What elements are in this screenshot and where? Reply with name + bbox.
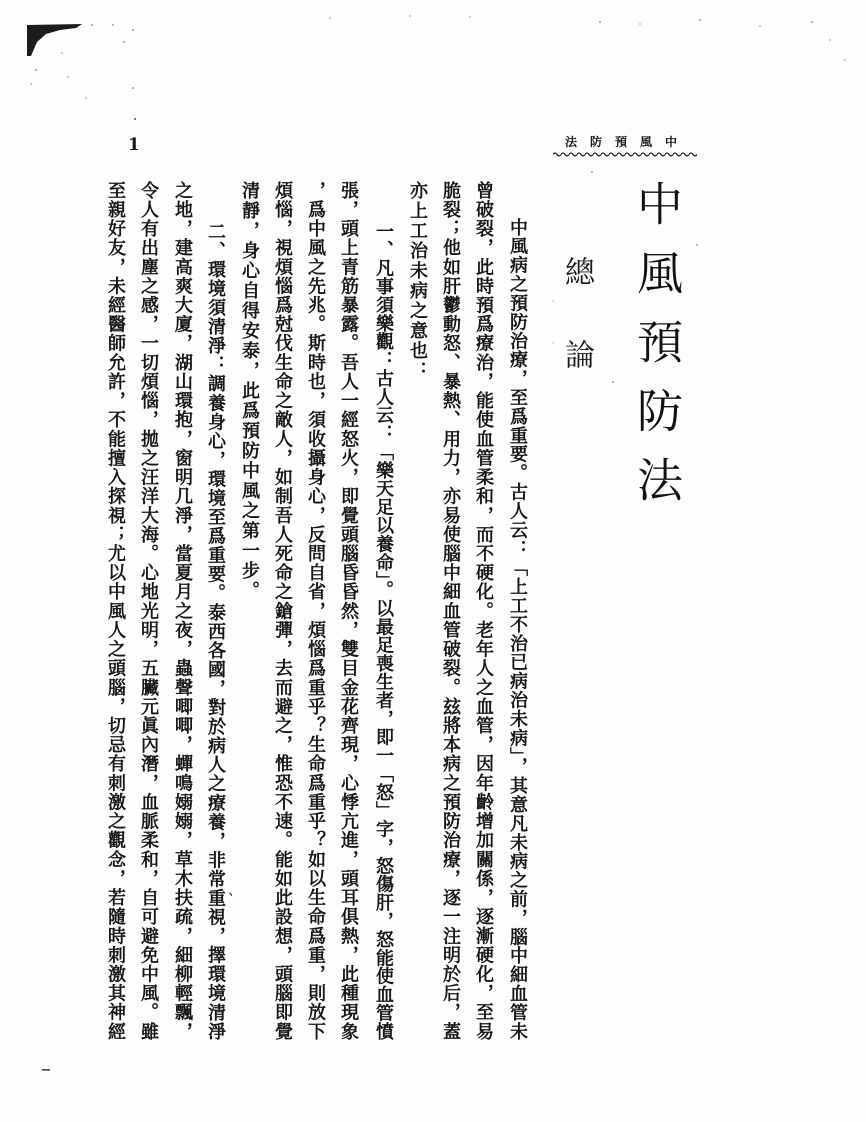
text-column: ，爲中風之先兆。斯時也，須收攝身心，反問自省，煩惱爲重乎？生命爲重乎？如以生命爲重，則放下 xyxy=(305,181,326,1040)
chapter-title: 中風預防法 xyxy=(630,180,684,525)
text-column: 清靜，身心自得安泰，此爲預防中風之第一步。 xyxy=(239,181,260,601)
running-header: 中風預防法 xyxy=(564,135,690,149)
wavy-underline xyxy=(553,151,697,158)
text-column: 之地，建高爽大廈，湖山環抱，窗明几淨，當夏月之夜，蟲聲唧唧，蟬鳴嫋嫋，草木扶疏，細柳輕飄， xyxy=(172,181,193,1040)
text-column: 一、凡事須樂觀：古人云：「樂天足以養命」。以最足喪生者，即一「怒」字，怒傷肝，怒能使血管憤 xyxy=(373,222,394,1040)
scan-smudge xyxy=(27,24,82,56)
text-column: 令人有出塵之感，一切煩惱，拋之汪洋大海。心地光明，五臟元眞內潛，血脈柔和，自可避免中風。雖 xyxy=(138,181,159,1040)
text-column: 至親好友，未經醫師允許，不能擅入探視；尤以中風人之頭腦，切忌有刺激之觀念，若隨時刺激其神經 xyxy=(105,181,126,1040)
section-heading: 總論 xyxy=(559,256,594,422)
text-column: 曾破裂，此時預爲療治，能使血管柔和，而不硬化。老年人之血管，因年齡增加關係，逐漸硬化，至易 xyxy=(473,181,494,1040)
page-number: 1 xyxy=(128,135,140,155)
text-column: 張，頭上青筋暴露。吾人一經怒火，即覺頭腦昏昏然，雙目金花齊現，心悸亢進，頭耳俱熱，此種現象 xyxy=(338,181,359,1040)
text-column: 脆裂；他如肝鬱動怒、暴熱、用力，亦易使腦中細血管破裂。玆將本病之預防治療，逐一注明於后，蓋 xyxy=(440,181,461,1040)
text-column: 煩惱，視煩惱爲尅伐生命之敵人，如制吾人死命之鎗彈，去而避之，惟恐不速。能如此設想，頭腦即覺 xyxy=(272,181,293,1040)
text-column: 亦上工治未病之意也： xyxy=(407,181,428,381)
text-column: 二、環境須清淨：調養身心，環境至爲重要。泰西各國，對於病人之療養，非常重視，擇環境清淨 xyxy=(205,222,226,1040)
text-column: 中風病之預防治療，至爲重要。古人云：「上工不治已病治未病」，其意凡未病之前，腦中細血管未 xyxy=(507,218,528,1040)
stray-print-mark: 、 xyxy=(228,883,242,899)
scan-dash xyxy=(42,1069,50,1071)
